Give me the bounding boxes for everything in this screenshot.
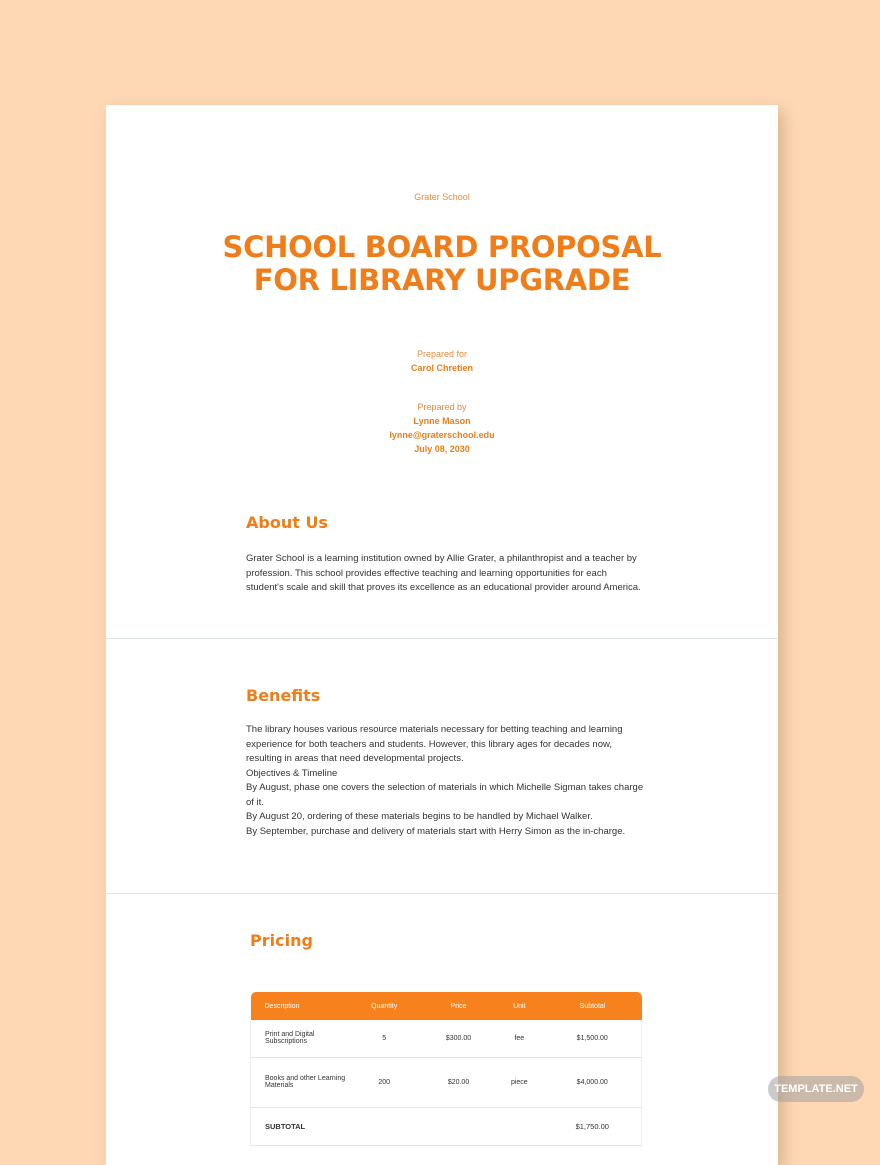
document-page	[106, 105, 778, 1165]
benefits-heading: Benefits	[246, 686, 321, 705]
table-row	[251, 1020, 642, 1057]
pricing-table	[250, 992, 642, 1146]
benefits-line: By September, purchase and delivery of materials start with Herry Simon as the in-charge.	[246, 825, 626, 837]
cell-quantity: 5	[347, 1020, 422, 1057]
cell-subtotal: $1,500.00	[544, 1020, 642, 1057]
cell-price: $20.00	[422, 1057, 495, 1107]
column-header: Quantity	[347, 992, 422, 1020]
subtotal-row	[251, 1107, 642, 1145]
organization-name: Grater School	[414, 192, 470, 202]
document-title	[106, 231, 778, 297]
cell-price: $300.00	[422, 1020, 495, 1057]
column-header: Description	[251, 992, 347, 1020]
prepared-by-name: Lynne Mason	[413, 416, 471, 426]
column-header: Subtotal	[544, 992, 642, 1020]
cell-unit: fee	[495, 1020, 543, 1057]
column-header: Unit	[495, 992, 543, 1020]
prepared-by-label: Prepared by	[417, 402, 467, 412]
divider	[106, 638, 778, 639]
prepared-for-name: Carol Chretien	[410, 363, 473, 373]
cell-subtotal: $4,000.00	[544, 1057, 642, 1107]
divider	[106, 893, 778, 894]
cell-unit: piece	[495, 1057, 543, 1107]
title-line-2: FOR LIBRARY UPGRADE	[253, 263, 631, 297]
prepared-date: July 08, 2030	[414, 444, 470, 454]
prepared-by	[106, 400, 778, 456]
about-heading: About Us	[246, 513, 328, 532]
title-line-1: SCHOOL BOARD PROPOSAL	[222, 230, 662, 264]
subtotal-label: SUBTOTAL	[251, 1107, 347, 1145]
benefits-line: The library houses various resource materials necessary for betting teaching and learning experience for both teachers and students. However, this library ages for decades now, resulting in areas that need developmental projects.	[246, 724, 623, 764]
benefits-line: Objectives & Timeline	[246, 767, 338, 779]
watermark: TEMPLATE.NET	[768, 1076, 864, 1102]
prepared-by-email: lynne@graterschool.edu	[389, 430, 495, 440]
pricing-heading: Pricing	[250, 931, 313, 950]
subtotal-value: $1,750.00	[544, 1107, 642, 1145]
cell-description: Books and other Learning Materials	[251, 1057, 347, 1107]
benefits-section	[246, 686, 646, 839]
benefits-line: By August 20, ordering of these materials begins to be handled by Michael Walker.	[246, 811, 593, 822]
prepared-for	[106, 347, 778, 375]
about-body: Grater School is a learning institution owned by Allie Grater, a philanthropist and a teacher by profession. This school provides effective teaching and learning opportunities for each student's scale and skill that proves its excellence as an educational provider around America.	[246, 553, 641, 593]
table-row	[251, 1057, 642, 1107]
cell-description: Print and Digital Subscriptions	[251, 1020, 347, 1057]
benefits-line: By August, phase one covers the selection of materials in which Michelle Sigman takes charge of it.	[246, 782, 644, 808]
cell-quantity: 200	[347, 1057, 422, 1107]
pricing-section	[250, 931, 650, 950]
about-section	[246, 513, 646, 596]
prepared-for-label: Prepared for	[416, 349, 468, 359]
column-header: Price	[422, 992, 495, 1020]
